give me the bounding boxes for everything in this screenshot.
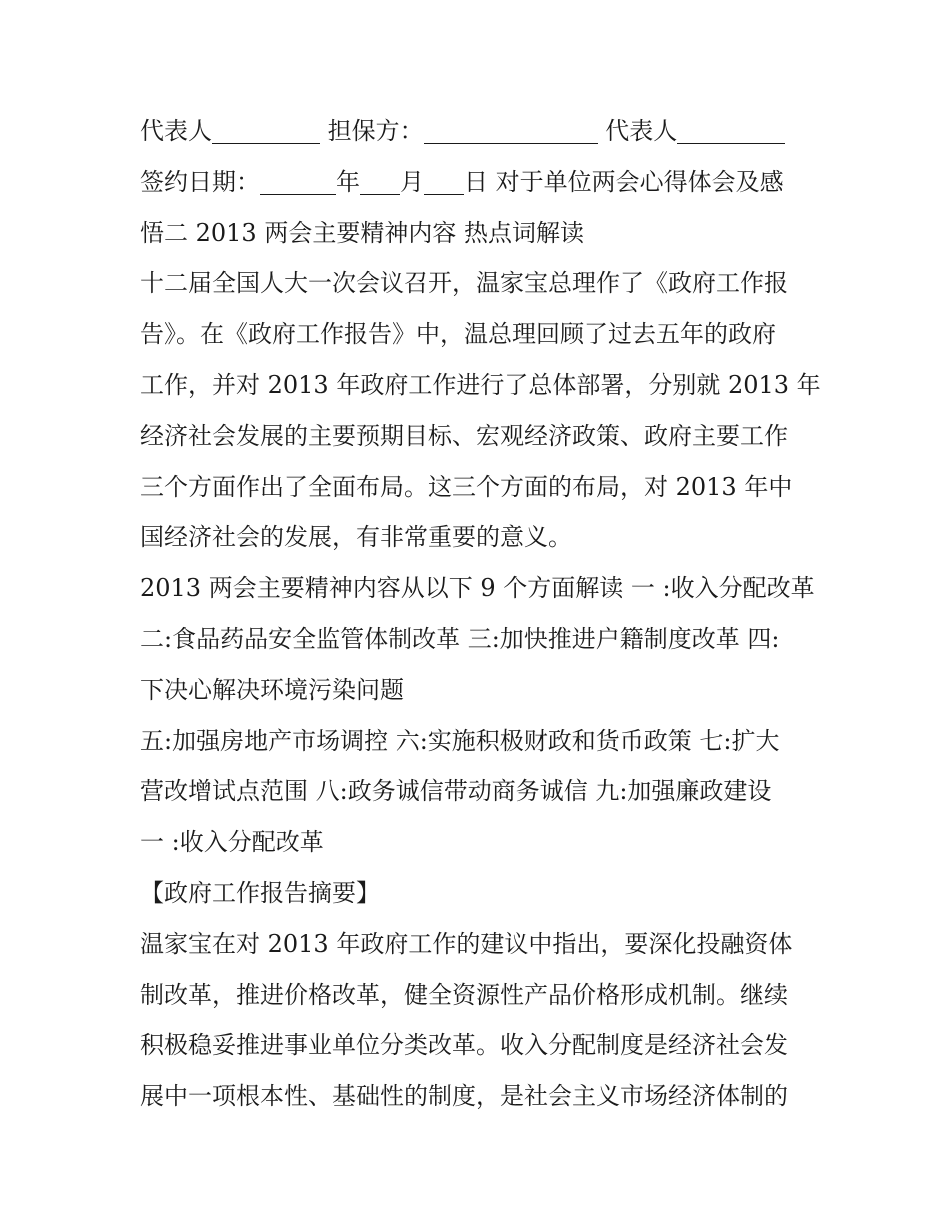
text-line: 下决心解决环境污染问题: [140, 675, 404, 704]
day-label: 日: [464, 167, 488, 196]
date-line: [140, 157, 820, 208]
text-line: 三个方面作出了全面布局。这三个方面的布局，对 2013 年中: [140, 472, 793, 501]
year-blank: [260, 164, 336, 195]
text-line: 经济社会发展的主要预期目标、宏观经济政策、政府主要工作: [140, 421, 788, 450]
representative-blank-2: [677, 113, 785, 144]
text-line: 十二届全国人大一次会议召开，温家宝总理作了《政府工作报: [140, 269, 788, 298]
text-line: 温家宝在对 2013 年政府工作的建议中指出，要深化投融资体: [140, 929, 793, 958]
sign-date-label: 签约日期：: [140, 167, 260, 196]
signature-line: [140, 106, 820, 157]
month-blank: [360, 164, 400, 195]
text-line: 营改增试点范围 八:政务诚信带动商务诚信 九:加强廉政建设: [140, 777, 772, 806]
day-blank: [424, 164, 464, 195]
guarantor-blank: [424, 113, 598, 144]
year-label: 年: [336, 167, 360, 196]
representative-blank: [212, 113, 320, 144]
text-line: 积极稳妥推进事业单位分类改革。收入分配制度是经济社会发: [140, 1031, 788, 1060]
text-line: 二:食品药品安全监管体制改革 三:加快推进户籍制度改革 四:: [140, 624, 780, 653]
document-body: [140, 106, 820, 1122]
guarantor-label: 担保方：: [327, 117, 424, 145]
month-label: 月: [400, 167, 424, 196]
text-line: 五:加强房地产市场调控 六:实施积极财政和货币政策 七:扩大: [140, 726, 780, 755]
title-start: 对于单位两会心得体会及感: [495, 167, 784, 196]
text-line: 【政府工作报告摘要】: [140, 878, 380, 907]
text-line: 制改革，推进价格改革，健全资源性产品价格形成机制。继续: [140, 980, 788, 1009]
text-line: 工作，并对 2013 年政府工作进行了总体部署，分别就 2013 年: [140, 370, 821, 399]
text-line: 一 :收入分配改革: [140, 828, 324, 857]
representative-label: 代表人: [140, 117, 212, 145]
text-line: 悟二 2013 两会主要精神内容 热点词解读: [140, 218, 584, 247]
text-line: 告》。在《政府工作报告》中，温总理回顾了过去五年的政府: [140, 320, 776, 349]
text-line: 国经济社会的发展，有非常重要的意义。: [140, 523, 572, 552]
text-line: 2013 两会主要精神内容从以下 9 个方面解读 一 :收入分配改革: [140, 574, 815, 603]
text-line: 展中一项根本性、基础性的制度，是社会主义市场经济体制的: [140, 1082, 788, 1111]
representative-label-2: 代表人: [605, 117, 678, 145]
